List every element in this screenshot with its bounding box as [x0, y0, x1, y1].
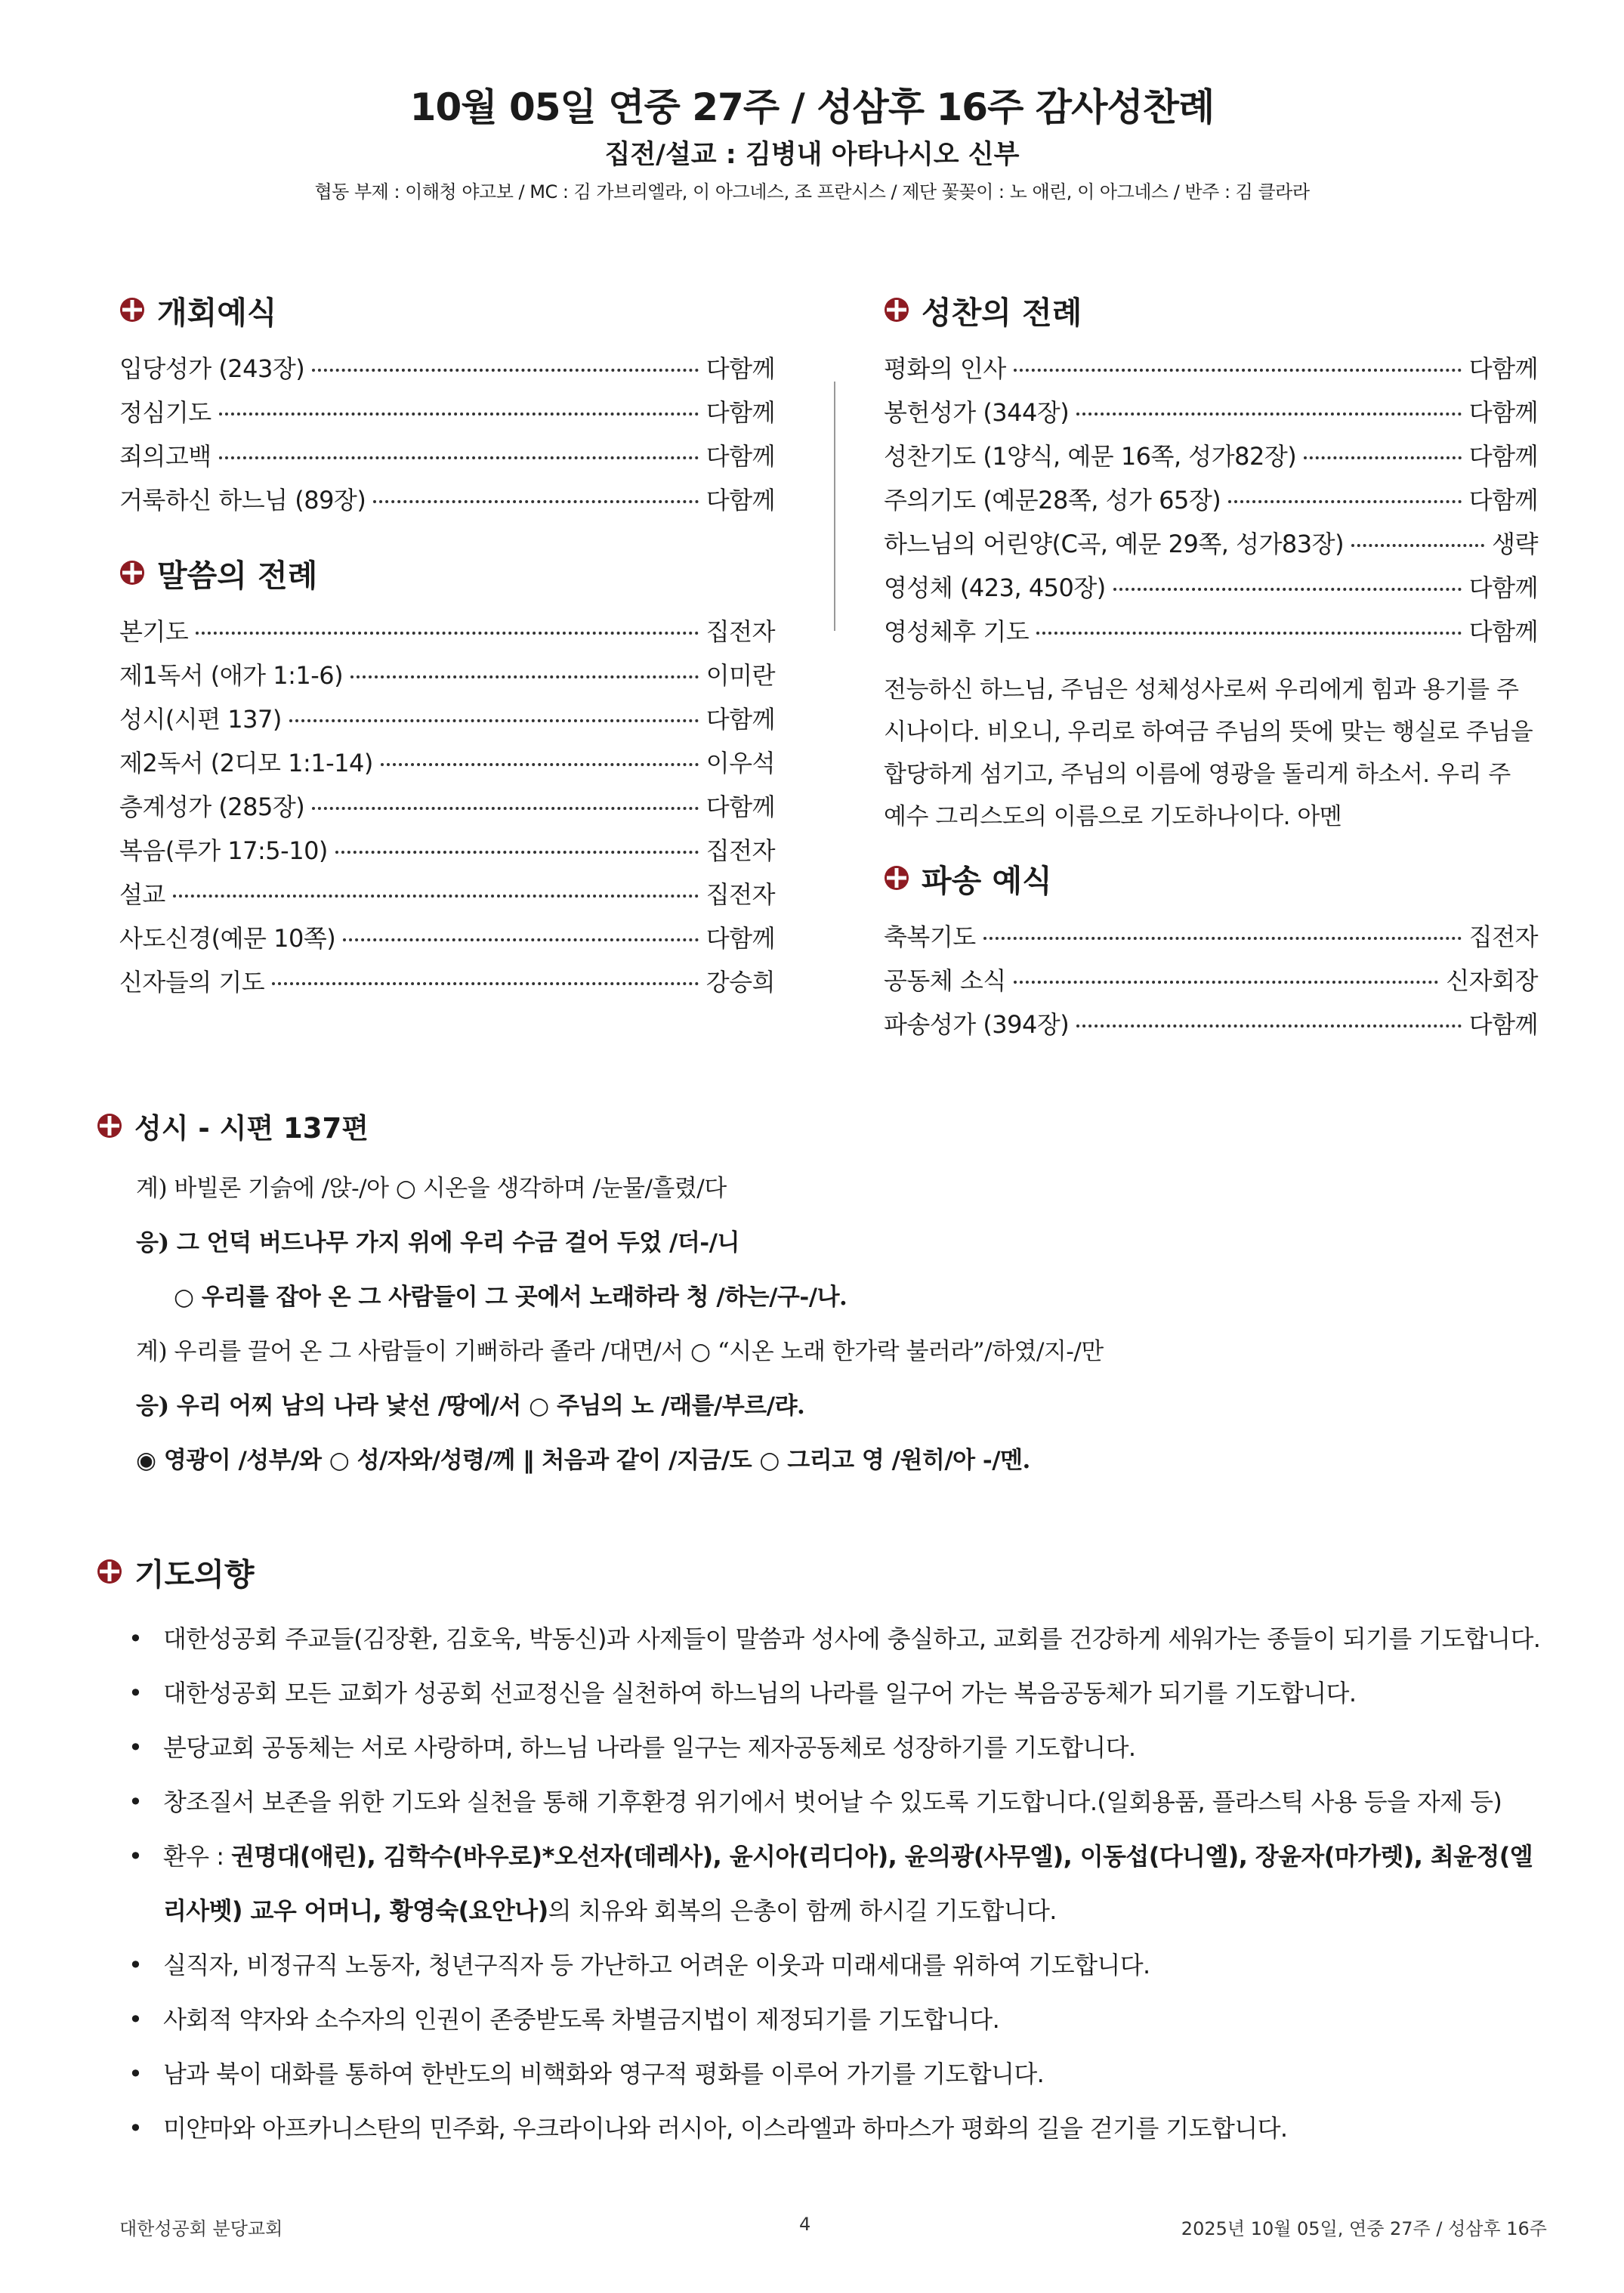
- dot-leader: [219, 456, 699, 459]
- order-item-label: 주의기도 (예문28쪽, 성가 65장): [884, 486, 1221, 515]
- order-item-role: 이우석: [705, 749, 775, 777]
- order-item-role: 신자회장: [1446, 966, 1538, 995]
- order-item-role: 다함께: [1468, 486, 1538, 515]
- dot-leader: [1014, 981, 1439, 984]
- dot-leader: [289, 719, 699, 722]
- dot-leader: [335, 851, 699, 854]
- dot-leader: [983, 937, 1462, 940]
- section-title: 개회예식: [119, 283, 775, 336]
- order-row: [119, 433, 775, 477]
- list-item: • 실직자, 비정규직 노동자, 청년구직자 등 가난하고 어려운 이웃과 미래세대를 위하여 기도합니다.: [127, 1938, 1547, 1992]
- sick-names: 권명대(애린), 김학수(바우로)*오선자(데레사), 윤시아(리디아), 윤의광(사무엘), 이동섭(다니엘), 장윤자(마가렛), 최윤정(엘리사벳) 교우 어머니, 황영숙(요안나): [163, 1842, 1533, 1925]
- order-item-role: 다함께: [1468, 354, 1538, 383]
- dot-leader: [312, 807, 698, 810]
- order-item-label: 공동체 소식: [884, 966, 1006, 995]
- left-column: [119, 283, 775, 1003]
- order-row: [884, 477, 1538, 521]
- intentions-list: [97, 1612, 1547, 2155]
- celebrant-subtitle: 집전/설교 : 김병내 아타나시오 신부: [604, 140, 1020, 170]
- order-row: [119, 477, 775, 521]
- order-item-role: 다함께: [705, 398, 775, 427]
- psalm-line: ○ 우리를 잡아 온 그 사람들이 그 곳에서 노래하라 청 /하는/구-/나.: [174, 1284, 848, 1311]
- dot-leader: [343, 938, 699, 941]
- order-row: [884, 345, 1538, 389]
- order-item-role: 이미란: [705, 661, 775, 690]
- order-item-label: 신자들의 기도: [119, 968, 265, 997]
- order-item-label: 성찬기도 (1양식, 예문 16쪽, 성가82장): [884, 442, 1297, 471]
- order-row: [884, 433, 1538, 477]
- section-title: 파송 예식: [884, 851, 1538, 904]
- order-item-label: 거룩하신 하느님 (89장): [119, 486, 366, 515]
- order-list: [884, 913, 1538, 1045]
- order-row: [119, 827, 775, 871]
- order-row: [119, 345, 775, 389]
- dot-leader: [1228, 500, 1462, 503]
- order-item-role: 다함께: [705, 442, 775, 471]
- dot-leader: [381, 763, 699, 766]
- order-item-role: 강승희: [705, 968, 775, 997]
- order-item-label: 영성체 (423, 450장): [884, 573, 1106, 602]
- list-item: • 미얀마와 아프카니스탄의 민주화, 우크라이나와 러시아, 이스라엘과 하마스가 평화의 길을 걷기를 기도합니다.: [127, 2101, 1547, 2155]
- order-item-role: 다함께: [1468, 573, 1538, 602]
- order-item-role: 다함께: [705, 924, 775, 953]
- order-item-label: 봉헌성가 (344장): [884, 398, 1070, 427]
- prayer-intentions-section: [97, 1545, 1547, 2155]
- order-row: [119, 915, 775, 959]
- order-list: [119, 345, 775, 521]
- order-item-label: 죄의고백: [119, 442, 211, 471]
- order-row: [884, 913, 1538, 957]
- order-row: [119, 652, 775, 696]
- psalm-line: 계) 우리를 끌어 온 그 사람들이 기뻐하라 졸라 /대면/서 ○ “시온 노래 한가락 불러라”/하였/지-/만: [136, 1338, 1104, 1365]
- psalm-line: ◉ 영광이 /성부/와 ○ 성/자와/성령/께 ‖ 처음과 같이 /지금/도 ○ 그리고 영 /원히/아 -/멘.: [136, 1447, 1030, 1474]
- order-item-role: 다함께: [1468, 442, 1538, 471]
- order-row: [119, 389, 775, 433]
- list-item: • 대한성공회 주교들(김장환, 김호욱, 박동신)과 사제들이 말씀과 성사에 충실하고, 교회를 건강하게 세워가는 종들이 되기를 기도합니다.: [127, 1612, 1547, 1666]
- section-dismissal: [884, 851, 1538, 1045]
- order-item-label: 정심기도: [119, 398, 211, 427]
- order-row: [884, 521, 1538, 564]
- order-item-label: 제2독서 (2디모 1:1-14): [119, 749, 373, 777]
- order-item-label: 하느님의 어린양(C곡, 예문 29쪽, 성가83장): [884, 530, 1345, 558]
- order-row: [884, 1001, 1538, 1045]
- list-item: [127, 1829, 1547, 1938]
- order-row: [884, 608, 1538, 652]
- order-item-role: 다함께: [705, 705, 775, 734]
- order-item-label: 파송성가 (394장): [884, 1010, 1070, 1039]
- dot-leader: [1304, 456, 1462, 459]
- psalm-section: [97, 1099, 1547, 1488]
- dot-leader: [373, 500, 698, 503]
- cross-circle-icon: [119, 560, 145, 586]
- list-item: • 사회적 약자와 소수자의 인권이 존중받도록 차별금지법이 제정되기를 기도합니다.: [127, 1992, 1547, 2047]
- dot-leader: [173, 895, 699, 898]
- psalm-line: 응) 그 언덕 버드나무 가지 위에 우리 수금 걸어 두었 /더-/니: [136, 1229, 739, 1256]
- order-row: [884, 957, 1538, 1001]
- order-item-label: 사도신경(예문 10쪽): [119, 924, 336, 953]
- order-item-role: 생략: [1492, 530, 1538, 558]
- order-item-label: 층계성가 (285장): [119, 793, 305, 821]
- sick-prefix: 환우 :: [163, 1842, 231, 1871]
- psalm-lines: [97, 1161, 1547, 1488]
- order-row: [119, 740, 775, 783]
- order-list: [884, 345, 1538, 652]
- order-item-role: 집전자: [705, 617, 775, 646]
- dot-leader: [196, 632, 699, 635]
- order-row: [119, 871, 775, 915]
- dot-leader: [1076, 413, 1461, 416]
- section-title: 말씀의 전례: [119, 546, 775, 599]
- section-opening: [119, 283, 775, 521]
- section-title: 성시 - 시편 137편: [97, 1099, 1547, 1152]
- order-item-role: 집전자: [1468, 922, 1538, 951]
- section-word: [119, 546, 775, 1003]
- order-item-label: 본기도: [119, 617, 189, 646]
- order-item-role: 집전자: [705, 836, 775, 865]
- order-row: [119, 696, 775, 740]
- footer-church: 대한성공회 분당교회: [119, 2218, 283, 2239]
- service-credits: 협동 부제 : 이해청 야고보 / MC : 김 가브리엘라, 이 아그네스, 조 프란시스 / 제단 꽃꽂이 : 노 애린, 이 아그네스 / 반주 : 김 클라라: [314, 181, 1310, 202]
- order-item-role: 집전자: [705, 880, 775, 909]
- dot-leader: [272, 982, 699, 985]
- order-item-label: 평화의 인사: [884, 354, 1006, 383]
- order-item-role: 다함께: [1468, 617, 1538, 646]
- order-item-label: 복음(루가 17:5-10): [119, 836, 328, 865]
- cross-circle-icon: [97, 1559, 122, 1584]
- dot-leader: [350, 675, 699, 678]
- list-item: • 남과 북이 대화를 통하여 한반도의 비핵화와 영구적 평화를 이루어 가기를 기도합니다.: [127, 2047, 1547, 2101]
- cross-circle-icon: [119, 297, 145, 323]
- section-eucharist: [884, 283, 1538, 838]
- footer-date: 2025년 10월 05일, 연중 27주 / 성삼후 16주: [1181, 2218, 1547, 2239]
- cross-circle-icon: [884, 297, 909, 323]
- order-item-label: 영성체후 기도: [884, 617, 1030, 646]
- sick-suffix: 의 치유와 회복의 은총이 함께 하시길 기도합니다.: [548, 1896, 1057, 1925]
- order-item-label: 입당성가 (243장): [119, 354, 305, 383]
- page-number: 4: [799, 2214, 811, 2235]
- dot-leader: [1014, 369, 1462, 372]
- section-title: 성찬의 전례: [884, 283, 1538, 336]
- order-item-label: 설교: [119, 880, 165, 909]
- order-item-role: 다함께: [705, 793, 775, 821]
- dot-leader: [312, 369, 698, 372]
- dot-leader: [1351, 544, 1484, 547]
- list-item: • 분당교회 공동체는 서로 사랑하며, 하느님 나라를 일구는 제자공동체로 성장하기를 기도합니다.: [127, 1720, 1547, 1775]
- list-item: • 대한성공회 모든 교회가 성공회 선교정신을 실천하여 하느님의 나라를 일구어 가는 복음공동체가 되기를 기도합니다.: [127, 1666, 1547, 1720]
- psalm-line: 응) 우리 어찌 남의 나라 낯선 /땅에/서 ○ 주님의 노 /래를/부르/랴.: [136, 1392, 805, 1420]
- order-row: [119, 783, 775, 827]
- order-item-role: 다함께: [1468, 398, 1538, 427]
- order-item-label: 축복기도: [884, 922, 976, 951]
- dot-leader: [219, 413, 699, 416]
- right-column: [884, 283, 1538, 1045]
- post-communion-prayer: 전능하신 하느님, 주님은 성체성사로써 우리에게 힘과 용기를 주시나이다. 비오니, 우리로 하여금 주님의 뜻에 맞는 행실로 주님을 합당하게 섬기고, 주님의 이름에 영광을 돌리게 하소서. 우리 주 예수 그리스도의 이름으로 기도하나이다. 아멘: [884, 676, 1533, 830]
- section-title: 기도의향: [97, 1545, 1547, 1598]
- order-row: [884, 389, 1538, 433]
- cross-circle-icon: [884, 865, 909, 891]
- dot-leader: [1036, 632, 1462, 635]
- order-item-role: 다함께: [705, 354, 775, 383]
- order-list: [119, 608, 775, 1003]
- order-item-label: 성시(시편 137): [119, 705, 282, 734]
- list-item: • 창조질서 보존을 위한 기도와 실천을 통해 기후환경 위기에서 벗어날 수 있도록 기도합니다.(일회용품, 플라스틱 사용 등을 자제 등): [127, 1775, 1547, 1829]
- order-row: [119, 608, 775, 652]
- bulletin-header: [0, 83, 1624, 206]
- psalm-line: 계) 바빌론 기슭에 /앉-/아 ○ 시온을 생각하며 /눈물/흘렸/다: [136, 1175, 727, 1202]
- order-item-role: 다함께: [1468, 1010, 1538, 1039]
- order-item-label: 제1독서 (애가 1:1-6): [119, 661, 344, 690]
- dot-leader: [1076, 1024, 1461, 1028]
- column-divider: [834, 382, 835, 631]
- order-item-role: 다함께: [705, 486, 775, 515]
- order-row: [884, 564, 1538, 608]
- order-row: [119, 959, 775, 1003]
- page-title: 10월 05일 연중 27주 / 성삼후 16주 감사성찬례: [409, 85, 1215, 129]
- dot-leader: [1113, 588, 1462, 591]
- cross-circle-icon: [97, 1113, 122, 1139]
